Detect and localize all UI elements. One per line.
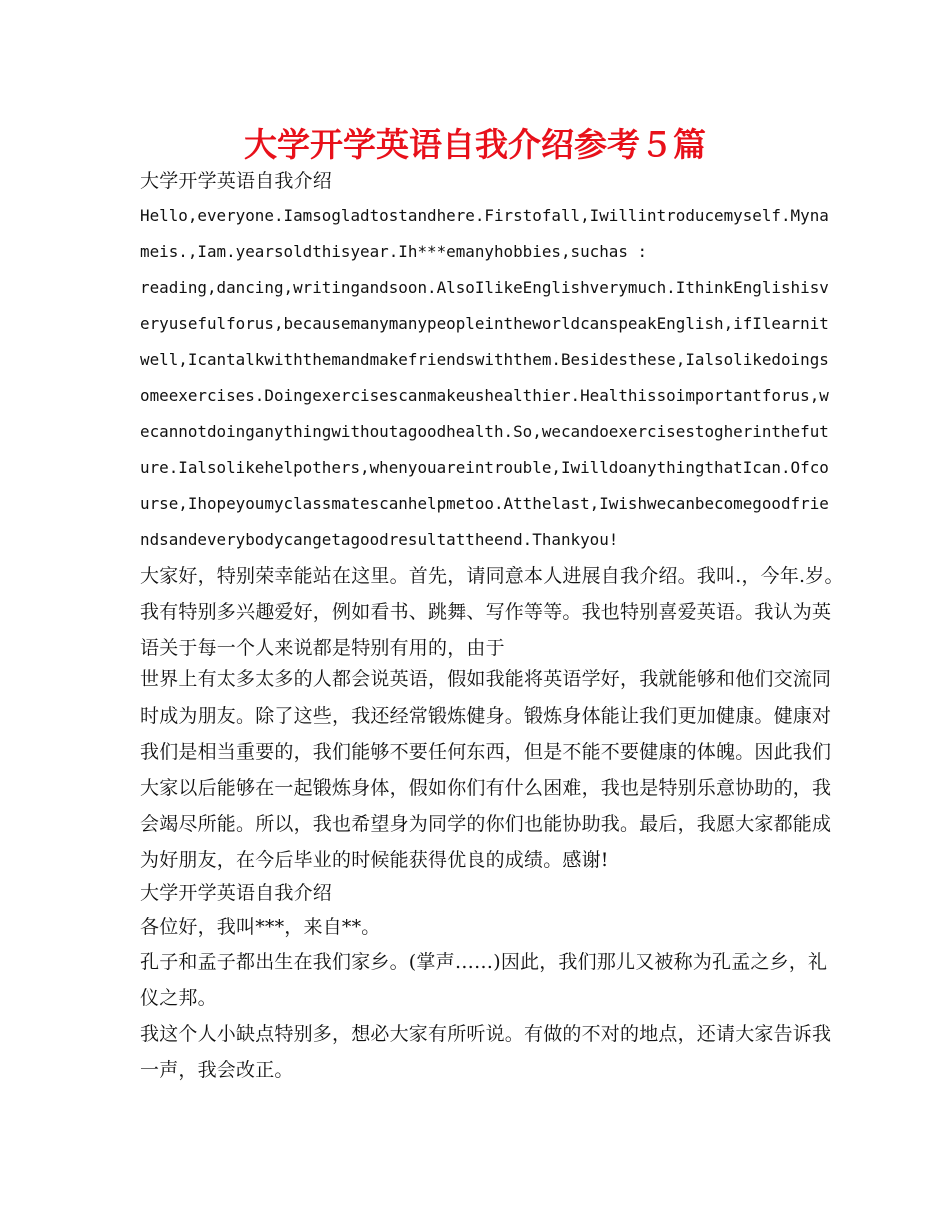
text-line: Hello,everyone.Iamsogladtostandhere.Firstofall,Iwillintroducemyself.Myna [140, 206, 829, 225]
text-line: 一声，我会改正。 [140, 1059, 294, 1081]
text-line: 大家好，特别荣幸能站在这里。首先，请同意本人进展自我介绍。我叫.，今年.岁。 [140, 565, 844, 587]
text-line: 为好朋友，在今后毕业的时候能获得优良的成绩。感谢! [140, 849, 609, 871]
text-line: omeexercises.Doingexercisescanmakeushealthier.Healthissoimportantforus,w [140, 386, 829, 405]
text-line: ecannotdoinganythingwithoutagoodhealth.So,wecandoexercisestogherinthefut [140, 422, 829, 441]
text-line: 大家以后能够在一起锻炼身体，假如你们有什么困难，我也是特别乐意协助的，我 [140, 777, 832, 799]
text-line: 我有特别多兴趣爱好，例如看书、跳舞、写作等等。我也特别喜爱英语。我认为英 [140, 601, 832, 623]
text-line: 世界上有太多太多的人都会说英语，假如我能将英语学好，我就能够和他们交流同 [140, 668, 832, 690]
text-line: eryusefulforus,becausemanymanypeopleintheworldcanspeakEnglish,ifIlearnit [140, 314, 829, 333]
text-line: 会竭尽所能。所以，我也希望身为同学的你们也能协助我。最后，我愿大家都能成 [140, 813, 832, 835]
text-line: 语关于每一个人来说都是特别有用的，由于 [140, 637, 505, 659]
text-line: 我们是相当重要的，我们能够不要任何东西，但是不能不要健康的体魄。因此我们 [140, 741, 832, 763]
text-line: ure.Ialsolikehelpothers,whenyouareintrouble,IwilldoanythingthatIcan.Ofco [140, 458, 829, 477]
text-line: reading,dancing,writingandsoon.AlsoIlikeEnglishverymuch.IthinkEnglishisv [140, 278, 829, 297]
text-line: 孔子和孟子都出生在我们家乡。(掌声……)因此，我们那儿又被称为孔孟之乡，礼 [140, 951, 828, 973]
text-line: 各位好，我叫***，来自**。 [140, 916, 381, 938]
text-line: meis.,Iam.yearsoldthisyear.Ih***emanyhobbies,suchas : [140, 242, 648, 261]
text-line: ndsandeverybodycangetagoodresultattheend.Thankyou! [140, 530, 619, 549]
section-heading: 大学开学英语自我介绍 [140, 170, 333, 192]
text-line: well,Icantalkwiththemandmakefriendswiththem.Besidesthese,Ialsolikedoings [140, 350, 829, 369]
text-line: 时成为朋友。除了这些，我还经常锻炼健身。锻炼身体能让我们更加健康。健康对 [140, 705, 832, 727]
text-line: 仪之邦。 [140, 987, 217, 1009]
text-line: 我这个人小缺点特别多，想必大家有所听说。有做的不对的地点，还请大家告诉我 [140, 1023, 832, 1045]
section-heading: 大学开学英语自我介绍 [140, 882, 333, 904]
document-title: 大学开学英语自我介绍参考５篇 [244, 125, 706, 164]
text-line: urse,Ihopeyoumyclassmatescanhelpmetoo.Atthelast,Iwishwecanbecomegoodfrie [140, 494, 829, 513]
